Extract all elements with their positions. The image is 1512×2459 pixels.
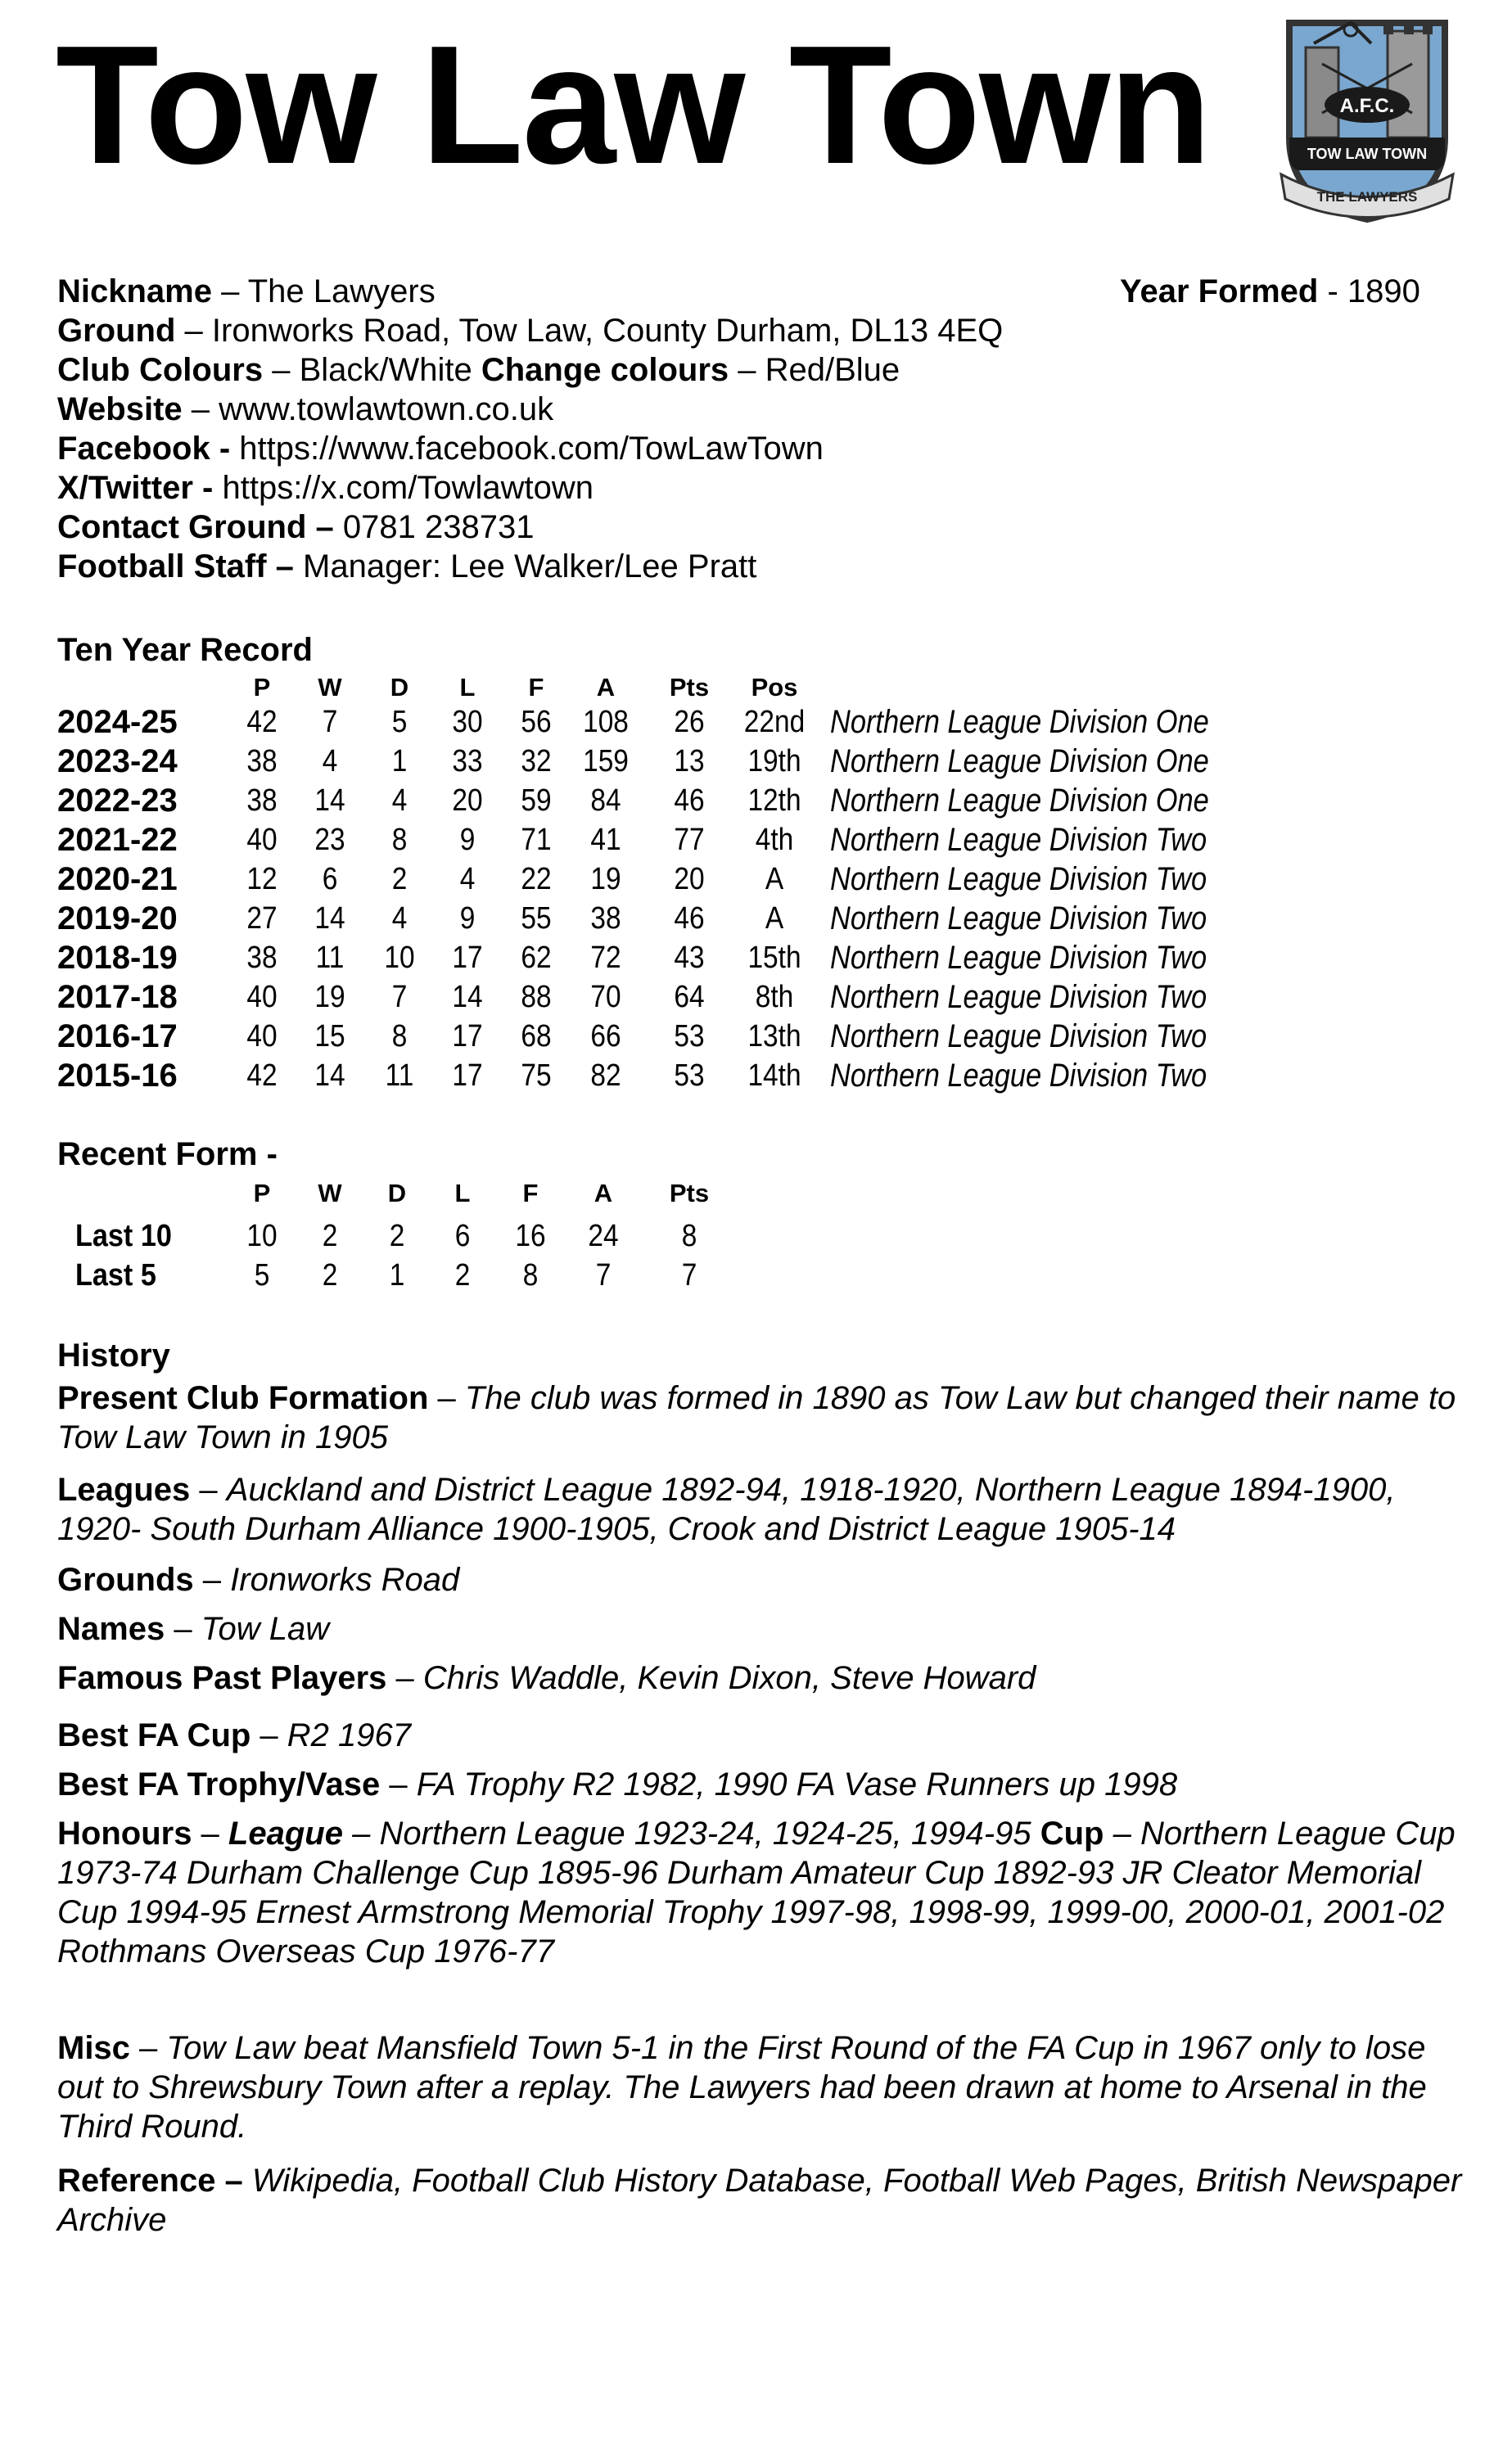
ten-year-cell: 77 <box>674 823 705 857</box>
leagues-label: Leagues <box>57 1472 191 1508</box>
season-label: 2022-23 <box>57 783 178 819</box>
ten-year-cell: 15 <box>314 1019 345 1054</box>
form-cell: 2 <box>454 1258 471 1293</box>
ten-year-cell: 32 <box>521 744 552 778</box>
grounds-sep: – <box>193 1562 231 1598</box>
ten-year-cell: 70 <box>590 980 621 1014</box>
form-header-p: P <box>253 1179 271 1207</box>
grounds-label: Grounds <box>57 1562 194 1598</box>
ten-year-header-f: F <box>528 673 544 702</box>
form-cell: 5 <box>254 1258 270 1293</box>
ten-year-cell: 22 <box>521 862 552 896</box>
nickname-value: – The Lawyers <box>211 273 436 309</box>
reference-paragraph <box>57 2161 1465 2240</box>
ten-year-cell: 38 <box>246 783 278 818</box>
ten-year-cell: 7 <box>391 980 408 1014</box>
honours-cup-label: Cup <box>1040 1816 1104 1852</box>
facebook-link[interactable]: https://www.facebook.com/TowLawTown <box>230 431 824 467</box>
form-cell: 8 <box>681 1219 697 1253</box>
league-name: Northern League Division Two <box>830 822 1207 858</box>
grounds-paragraph <box>57 1560 1465 1599</box>
leagues-paragraph <box>57 1470 1465 1549</box>
ten-year-cell: 17 <box>452 1058 483 1093</box>
ten-year-cell: 72 <box>590 941 621 975</box>
ten-year-cell: 19 <box>314 980 345 1014</box>
ground-value: – Ironworks Road, Tow Law, County Durham, DL13 4EQ <box>175 313 1004 349</box>
ten-year-header-pos: Pos <box>751 673 798 702</box>
svg-text:THE LAWYERS: THE LAWYERS <box>1316 189 1418 205</box>
ten-year-cell: 75 <box>521 1058 552 1093</box>
form-cell: 7 <box>595 1258 612 1293</box>
ten-year-cell: 12 <box>246 862 278 896</box>
ten-year-cell: 8 <box>391 823 408 857</box>
honours-cup-text: – Northern League Cup 1973-74 Durham Challenge Cup 1895-96 Durham Amateur Cup 1892-93 JR Cleator Memorial Cup 1994-95 Ernest Armstrong Memorial Trophy 1997-98, 1998-99, 1999-00, 2000-01, 2001-02 Rothmans Overseas Cup 1976-77 <box>57 1816 1456 1969</box>
form-header-a: A <box>594 1179 613 1207</box>
form-cell: 10 <box>246 1219 278 1253</box>
misc-text: Tow Law beat Mansfield Town 5-1 in the First Round of the FA Cup in 1967 only to lose out to Shrewsbury Town after a replay. The Lawyers had been drawn at home to Arsenal in the Third Round. <box>57 2030 1427 2145</box>
ten-year-cell: 26 <box>674 705 705 739</box>
colours-line <box>57 350 900 390</box>
twitter-link[interactable]: https://x.com/Towlawtown <box>213 470 594 506</box>
website-line <box>57 390 553 429</box>
facebook-line <box>57 429 824 468</box>
nickname-label: Nickname <box>57 273 212 309</box>
ten-year-cell: A <box>765 862 784 896</box>
ten-year-cell: 13 <box>674 744 705 778</box>
season-label: 2019-20 <box>57 900 178 936</box>
ten-year-cell: 22nd <box>743 705 806 739</box>
ten-year-cell: 14 <box>314 901 345 936</box>
ten-year-cell: 38 <box>246 941 278 975</box>
contact-label: Contact Ground – <box>57 509 334 545</box>
ten-year-cell: 27 <box>246 901 278 936</box>
page-title: Tow Law Town <box>56 11 1211 199</box>
misc-paragraph <box>57 2028 1465 2146</box>
ten-year-cell: 14 <box>452 980 483 1014</box>
recent-form-title: Recent Form - <box>57 1136 278 1172</box>
ten-year-cell: 4 <box>322 744 338 778</box>
ten-year-cell: 11 <box>385 1058 414 1093</box>
formation-paragraph <box>57 1378 1465 1457</box>
form-header-l: L <box>454 1179 471 1207</box>
league-name: Northern League Division Two <box>830 1058 1207 1094</box>
ten-year-header-a: A <box>596 673 616 702</box>
form-header-w: W <box>318 1179 342 1207</box>
facup-label: Best FA Cup <box>57 1717 251 1753</box>
ten-year-cell: 40 <box>246 823 278 857</box>
grounds-text: Ironworks Road <box>230 1562 460 1598</box>
league-name: Northern League Division One <box>830 783 1209 819</box>
twitter-line <box>57 468 594 508</box>
leagues-text: Auckland and District League 1892-94, 1918-1920, Northern League 1894-1900, 1920- South Durham Alliance 1900-1905, Crook and District League 1905-14 <box>57 1472 1396 1547</box>
formation-text: The club was formed in 1890 as Tow Law but changed their name to Tow Law Town in 1905 <box>57 1380 1456 1455</box>
formation-sep: – <box>428 1380 465 1416</box>
names-text: Tow Law <box>201 1611 330 1647</box>
league-name: Northern League Division Two <box>830 940 1207 976</box>
ten-year-cell: 42 <box>246 705 278 739</box>
ten-year-cell: 108 <box>583 705 629 739</box>
club-crest-logo <box>1273 15 1461 224</box>
names-label: Names <box>57 1611 165 1647</box>
season-label: 2023-24 <box>57 743 178 779</box>
ten-year-cell: 55 <box>521 901 552 936</box>
honours-league-text: – Northern League 1923-24, 1924-25, 1994-95 <box>342 1816 1040 1852</box>
ten-year-cell: 33 <box>452 744 483 778</box>
ten-year-cell: 11 <box>315 941 345 975</box>
reference-text: Wikipedia, Football Club History Database, Football Web Pages, British Newspaper Archive <box>57 2163 1462 2238</box>
trophy-text: FA Trophy R2 1982, 1990 FA Vase Runners up 1998 <box>416 1766 1178 1803</box>
ten-year-header-pts: Pts <box>669 673 710 702</box>
ten-year-cell: 38 <box>246 744 278 778</box>
ten-year-cell: 4 <box>391 783 408 818</box>
form-cell: 1 <box>389 1258 405 1293</box>
ten-year-cell: A <box>765 901 784 936</box>
league-name: Northern League Division Two <box>830 979 1207 1015</box>
ten-year-cell: 5 <box>391 705 408 739</box>
form-header-d: D <box>387 1179 407 1207</box>
season-label: 2020-21 <box>57 861 178 897</box>
form-cell: 24 <box>588 1219 619 1253</box>
year-formed-label: Year Formed <box>1120 273 1319 309</box>
ten-year-cell: 8 <box>391 1019 408 1054</box>
facebook-label: Facebook - <box>57 431 231 467</box>
ten-year-cell: 19th <box>747 744 801 778</box>
league-name: Northern League Division Two <box>830 900 1207 936</box>
ten-year-cell: 53 <box>674 1019 705 1054</box>
change-colours-value: – Red/Blue <box>729 352 900 388</box>
players-sep: – <box>386 1660 423 1696</box>
ten-year-cell: 14 <box>314 1058 345 1093</box>
ten-year-cell: 82 <box>590 1058 621 1093</box>
ten-year-cell: 14 <box>314 783 345 818</box>
staff-line <box>57 547 756 586</box>
change-colours-label: Change colours <box>481 352 729 388</box>
league-name: Northern League Division Two <box>830 1018 1207 1054</box>
ten-year-cell: 56 <box>521 705 552 739</box>
honours-league-label: League <box>228 1816 343 1852</box>
website-link[interactable]: – www.towlawtown.co.uk <box>182 391 554 427</box>
trophy-sep: – <box>380 1766 417 1803</box>
ten-year-cell: 9 <box>459 901 476 936</box>
ten-year-cell: 42 <box>246 1058 278 1093</box>
ten-year-header-d: D <box>390 673 409 702</box>
season-label: 2015-16 <box>57 1058 178 1094</box>
ten-year-header-l: L <box>459 673 476 702</box>
form-cell: 8 <box>522 1258 539 1293</box>
honours-sep: – <box>192 1816 228 1852</box>
form-row-label: Last 5 <box>75 1258 156 1293</box>
ten-year-cell: 68 <box>521 1019 552 1054</box>
ten-year-cell: 20 <box>452 783 483 818</box>
ten-year-cell: 71 <box>521 823 552 857</box>
ten-year-cell: 12th <box>747 783 801 818</box>
ten-year-cell: 59 <box>521 783 552 818</box>
players-text: Chris Waddle, Kevin Dixon, Steve Howard <box>422 1660 1036 1696</box>
contact-value: 0781 238731 <box>333 509 535 545</box>
ten-year-cell: 17 <box>452 941 483 975</box>
ten-year-header-w: W <box>318 673 342 702</box>
form-header-pts: Pts <box>669 1179 710 1207</box>
league-name: Northern League Division Two <box>830 861 1207 897</box>
ten-year-title: Ten Year Record <box>57 632 313 668</box>
form-cell: 16 <box>515 1219 546 1253</box>
ten-year-cell: 15th <box>747 941 801 975</box>
twitter-label: X/Twitter - <box>57 470 214 506</box>
ten-year-cell: 40 <box>246 1019 278 1054</box>
ten-year-cell: 41 <box>590 823 621 857</box>
ten-year-cell: 4 <box>391 901 408 936</box>
ten-year-cell: 66 <box>590 1019 621 1054</box>
ten-year-cell: 62 <box>521 941 552 975</box>
reference-label: Reference – <box>57 2163 243 2199</box>
ten-year-cell: 2 <box>391 862 408 896</box>
form-cell: 2 <box>322 1219 338 1253</box>
season-label: 2018-19 <box>57 940 178 976</box>
names-paragraph <box>57 1609 1465 1649</box>
year-formed-line <box>1120 272 1420 311</box>
ground-label: Ground <box>57 313 176 349</box>
leagues-sep: – <box>190 1472 227 1508</box>
ten-year-cell: 43 <box>674 941 705 975</box>
ten-year-cell: 53 <box>674 1058 705 1093</box>
ten-year-cell: 88 <box>521 980 552 1014</box>
colours-value: – Black/White <box>263 352 481 388</box>
ten-year-cell: 23 <box>314 823 345 857</box>
honours-paragraph <box>57 1814 1465 1971</box>
staff-label: Football Staff – <box>57 548 294 584</box>
form-cell: 7 <box>681 1258 697 1293</box>
ten-year-cell: 14th <box>747 1058 801 1093</box>
ten-year-cell: 40 <box>246 980 278 1014</box>
ten-year-cell: 19 <box>590 862 621 896</box>
ten-year-cell: 8th <box>755 980 794 1014</box>
ten-year-cell: 84 <box>590 783 621 818</box>
ten-year-cell: 159 <box>583 744 629 778</box>
form-cell: 2 <box>389 1219 405 1253</box>
ten-year-cell: 30 <box>452 705 483 739</box>
season-label: 2016-17 <box>57 1018 178 1054</box>
players-paragraph <box>57 1658 1465 1698</box>
trophy-label: Best FA Trophy/Vase <box>57 1766 381 1803</box>
ten-year-cell: 4th <box>755 823 794 857</box>
contact-line <box>57 508 534 547</box>
season-label: 2017-18 <box>57 979 178 1015</box>
ten-year-cell: 64 <box>674 980 705 1014</box>
ten-year-cell: 46 <box>674 901 705 936</box>
ten-year-header-p: P <box>253 673 271 702</box>
form-cell: 2 <box>322 1258 338 1293</box>
history-title: History <box>57 1338 170 1374</box>
formation-label: Present Club Formation <box>57 1380 429 1416</box>
form-row-label: Last 10 <box>75 1219 172 1253</box>
ten-year-cell: 10 <box>384 941 415 975</box>
facup-paragraph <box>57 1716 1465 1755</box>
ground-line <box>57 311 1003 350</box>
staff-value: Manager: Lee Walker/Lee Pratt <box>293 548 757 584</box>
colours-label: Club Colours <box>57 352 264 388</box>
league-name: Northern League Division One <box>830 743 1209 779</box>
ten-year-cell: 13th <box>747 1019 801 1054</box>
svg-text:TOW LAW TOWN: TOW LAW TOWN <box>1307 146 1428 162</box>
ten-year-cell: 6 <box>322 862 338 896</box>
ten-year-cell: 4 <box>459 862 476 896</box>
ten-year-cell: 17 <box>452 1019 483 1054</box>
form-cell: 6 <box>454 1219 471 1253</box>
names-sep: – <box>165 1611 201 1647</box>
honours-label: Honours <box>57 1816 192 1852</box>
svg-text:A.F.C.: A.F.C. <box>1339 95 1395 117</box>
year-formed-value: - 1890 <box>1318 273 1420 309</box>
misc-label: Misc <box>57 2030 130 2066</box>
ten-year-cell: 7 <box>322 705 338 739</box>
season-label: 2024-25 <box>57 704 178 740</box>
facup-text: R2 1967 <box>287 1717 412 1753</box>
form-header-f: F <box>522 1179 539 1207</box>
ten-year-cell: 38 <box>590 901 621 936</box>
ten-year-cell: 46 <box>674 783 705 818</box>
league-name: Northern League Division One <box>830 704 1209 740</box>
players-label: Famous Past Players <box>57 1660 387 1696</box>
season-label: 2021-22 <box>57 822 178 858</box>
nickname-line <box>57 272 436 311</box>
ten-year-cell: 9 <box>459 823 476 857</box>
ten-year-cell: 20 <box>674 862 705 896</box>
website-label: Website <box>57 391 183 427</box>
trophy-paragraph <box>57 1765 1465 1804</box>
ten-year-cell: 1 <box>391 744 408 778</box>
misc-sep: – <box>129 2030 167 2066</box>
facup-sep: – <box>250 1717 287 1753</box>
